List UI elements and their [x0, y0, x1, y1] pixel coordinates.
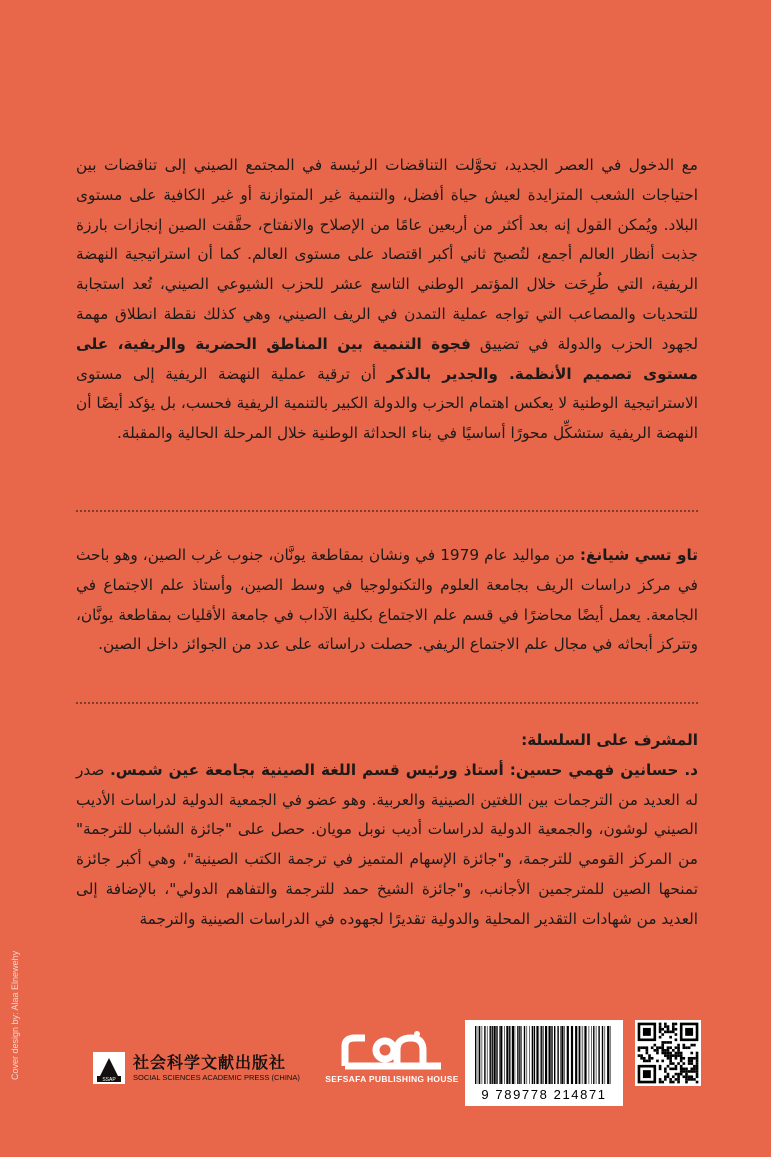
qr-module: [656, 1046, 659, 1049]
barcode-bar: [484, 1026, 485, 1084]
qr-module: [646, 1060, 649, 1063]
qr-module: [675, 1023, 678, 1026]
barcode-bar: [487, 1026, 488, 1084]
barcode-bar: [482, 1026, 483, 1084]
qr-module: [683, 1057, 686, 1060]
barcode-bar: [519, 1026, 520, 1084]
qr-module: [696, 1065, 699, 1068]
qr-module: [667, 1052, 670, 1055]
barcode-bar: [515, 1026, 516, 1084]
qr-module: [693, 1044, 696, 1047]
qr-module: [680, 1060, 683, 1063]
barcode-bar: [598, 1026, 599, 1084]
qr-module: [688, 1078, 691, 1081]
sefsafa-wordmark-icon: [337, 1030, 447, 1072]
barcode-bar: [564, 1026, 565, 1084]
qr-module: [669, 1078, 672, 1081]
sefsafa-english-name: SEFSAFA PUBLISHING HOUSE: [325, 1074, 459, 1084]
qr-module: [667, 1028, 670, 1031]
barcode-bar: [571, 1026, 573, 1084]
barcode-bar: [575, 1026, 577, 1084]
qr-module: [659, 1031, 662, 1034]
qr-module: [643, 1028, 651, 1036]
barcode-bar: [478, 1026, 479, 1084]
qr-module: [648, 1060, 651, 1063]
qr-module: [683, 1062, 686, 1065]
qr-module: [661, 1052, 664, 1055]
qr-module: [667, 1075, 670, 1078]
barcode-bar: [521, 1026, 522, 1084]
qr-module: [661, 1044, 664, 1047]
qr-module: [653, 1049, 656, 1052]
barcode-bar: [593, 1026, 594, 1084]
qr-module: [690, 1068, 693, 1071]
qr-module: [677, 1044, 680, 1047]
qr-module: [696, 1057, 699, 1060]
barcode-bar: [567, 1026, 569, 1084]
qr-module: [685, 1028, 693, 1036]
qr-module: [672, 1023, 675, 1026]
synopsis-bold: فجوة التنمية بين المناطق الحضرية والريفية، على مستوى تصميم الأنظمة. والجدير بالذكر: [76, 334, 698, 383]
qr-module: [677, 1073, 680, 1076]
ssap-chinese-name: 社会科学文献出版社: [133, 1053, 287, 1072]
qr-module: [677, 1054, 680, 1057]
qr-module: [669, 1057, 672, 1060]
qr-module: [675, 1028, 678, 1031]
qr-module: [664, 1068, 667, 1071]
qr-module: [677, 1046, 680, 1049]
synopsis-text: [76, 151, 698, 449]
qr-module: [648, 1057, 651, 1060]
qr-module: [643, 1057, 646, 1060]
qr-module: [667, 1054, 670, 1057]
supervisor-block: [76, 726, 698, 935]
qr-module: [667, 1031, 670, 1034]
qr-module: [672, 1075, 675, 1078]
qr-module: [696, 1073, 699, 1076]
qr-module: [659, 1065, 662, 1068]
qr-module: [683, 1046, 686, 1049]
qr-module: [688, 1046, 691, 1049]
qr-module: [685, 1068, 688, 1071]
qr-module: [664, 1054, 667, 1057]
qr-module: [685, 1075, 688, 1078]
qr-module: [664, 1078, 667, 1081]
qr-module: [672, 1054, 675, 1057]
barcode-bar: [536, 1026, 538, 1084]
qr-module: [693, 1070, 696, 1073]
qr-module: [664, 1031, 667, 1034]
qr-module: [664, 1052, 667, 1055]
qr-module: [696, 1054, 699, 1057]
qr-module: [675, 1038, 678, 1041]
barcode-bar: [524, 1026, 525, 1084]
qr-module: [669, 1036, 672, 1039]
barcode-bar: [561, 1026, 563, 1084]
barcode-bar: [551, 1026, 552, 1084]
barcode-bar: [591, 1026, 592, 1084]
author-name: تاو تسي شيانغ:: [579, 546, 698, 564]
qr-module: [677, 1075, 680, 1078]
qr-module: [667, 1073, 670, 1076]
qr-module: [661, 1028, 664, 1031]
barcode-bar: [479, 1026, 480, 1084]
qr-module: [675, 1057, 678, 1060]
qr-module: [656, 1049, 659, 1052]
qr-module: [680, 1073, 683, 1076]
dotted-divider: [76, 510, 698, 512]
qr-module: [659, 1078, 662, 1081]
barcode-bar: [475, 1026, 476, 1084]
qr-module: [638, 1046, 641, 1049]
barcode-bar: [496, 1026, 497, 1084]
qr-module: [667, 1049, 670, 1052]
qr-module: [661, 1049, 664, 1052]
dotted-divider: [76, 702, 698, 704]
author-block: [76, 541, 698, 660]
qr-module: [677, 1078, 680, 1081]
barcode-bar: [610, 1026, 611, 1084]
qr-module: [685, 1046, 688, 1049]
qr-module: [669, 1054, 672, 1057]
qr-module: [688, 1057, 691, 1060]
qr-code-icon: [635, 1020, 701, 1086]
qr-module: [693, 1065, 696, 1068]
qr-module: [661, 1041, 664, 1044]
qr-module: [690, 1078, 693, 1081]
barcode-bar: [500, 1026, 502, 1084]
barcode-bar: [545, 1026, 547, 1084]
qr-module: [677, 1081, 680, 1084]
qr-module: [675, 1052, 678, 1055]
qr-module: [648, 1054, 651, 1057]
barcode-bars: [473, 1026, 615, 1084]
qr-module: [693, 1068, 696, 1071]
ssap-emblem-icon: [93, 1052, 125, 1084]
synopsis-block: [76, 151, 698, 449]
synopsis-tail: أن ترقية عملية النهضة الريفية إلى مستوى الاستراتيجية الوطنية لا يعكس اهتمام الحزب والدولة الكبير بالتنمية الريفية فحسب، بل يؤكد أيضًا أن النهضة الريفية ستشكِّل محورًا أساسيًا في بناء الحداثة الوطنية خلال المرحلة الحالية والمقبلة.: [76, 364, 698, 443]
qr-module: [659, 1023, 662, 1026]
qr-module: [661, 1046, 664, 1049]
barcode-bar: [549, 1026, 551, 1084]
qr-module: [685, 1078, 688, 1081]
isbn-barcode: [465, 1020, 623, 1106]
author-bio: من مواليد عام 1979 في ونشان بمقاطعة يونَّان، جنوب غرب الصين، وهو باحث في مركز دراسات الريف بجامعة العلوم والتكنولوجيا في وسط الصين، وأستاذ علم الاجتماع في الجامعة. يعمل أيضًا محاضرًا في قسم علم الاجتماع بكلية الآداب في جامعة الأقليات بمقاطعة يونَّان، وتتركز أبحاثه في مجال علم الاجتماع الريفي. حصلت دراساته على عدد من الجوائز داخل الصين.: [76, 546, 698, 654]
barcode-bar: [532, 1026, 533, 1084]
qr-module: [680, 1070, 683, 1073]
qr-code: [635, 1020, 701, 1086]
barcode-bar: [579, 1026, 580, 1084]
qr-module: [667, 1065, 670, 1068]
qr-module: [656, 1060, 659, 1063]
qr-module: [659, 1036, 662, 1039]
barcode-bar: [540, 1026, 541, 1084]
qr-module: [653, 1044, 656, 1047]
barcode-bar: [509, 1026, 510, 1084]
qr-module: [685, 1070, 688, 1073]
qr-module: [669, 1068, 672, 1071]
qr-module: [683, 1044, 686, 1047]
barcode-bar: [517, 1026, 518, 1084]
qr-module: [688, 1062, 691, 1065]
supervisor-name: د. حسانين فهمي حسين: أستاذ ورئيس قسم اللغة الصينية بجامعة عين شمس.: [109, 760, 698, 779]
supervisor-text: [76, 756, 698, 935]
qr-module: [680, 1052, 683, 1055]
qr-module: [675, 1033, 678, 1036]
qr-module: [669, 1062, 672, 1065]
qr-module: [677, 1062, 680, 1065]
qr-module: [696, 1081, 699, 1084]
qr-module: [696, 1075, 699, 1078]
qr-module: [646, 1046, 649, 1049]
qr-module: [693, 1057, 696, 1060]
barcode-bar: [512, 1026, 514, 1084]
qr-module: [672, 1049, 675, 1052]
barcode-bar: [584, 1026, 586, 1084]
qr-module: [690, 1044, 693, 1047]
qr-module: [688, 1070, 691, 1073]
qr-module: [669, 1046, 672, 1049]
qr-module: [659, 1025, 662, 1028]
qr-module: [667, 1046, 670, 1049]
qr-module: [643, 1070, 651, 1078]
qr-module: [675, 1054, 678, 1057]
qr-module: [651, 1057, 654, 1060]
synopsis-lead: مع الدخول في العصر الجديد، تحوَّلت التناقضات الرئيسة في المجتمع الصيني إلى تناقضات بين احتياجات الشعب المتزايدة لعيش حياة أفضل، والتنمية غير المتوازنة أو غير الكافية على مستوى البلاد. ويُمكن القول إنه بعد أكثر من أربعين عامًا من الإصلاح والانفتاح، حقَّقت الصين إنجازات بارزة جذبت أنظار العالم أجمع، لتُصبح ثاني أكبر اقتصاد على مستوى العالم. كما أن استراتيجية النهضة الريفية، التي طُرِحَت خلال المؤتمر الوطني التاسع عشر للحزب الشيوعي الصيني، تُعد استجابة للتحديات والمصاعب التي تواجه عملية التمدن في الريف الصيني، وهي كذلك نقطة انطلاق مهمة لجهود الحزب والدولة في تضييق: [76, 156, 698, 353]
qr-module: [677, 1049, 680, 1052]
author-text: [76, 541, 698, 660]
qr-module: [656, 1052, 659, 1055]
qr-module: [696, 1062, 699, 1065]
barcode-bar: [529, 1026, 530, 1084]
qr-module: [677, 1052, 680, 1055]
qr-module: [669, 1060, 672, 1063]
qr-module: [664, 1070, 667, 1073]
qr-module: [661, 1033, 664, 1036]
qr-module: [643, 1046, 646, 1049]
supervisor-bio: صدر له العديد من الترجمات بين اللغتين الصينية والعربية. وهو عضو في الجمعية الدولية لدراسات الأديب الصيني لوشون، والجمعية الدولية لدراسات أديب نوبل مويان. حصل على "جائزة الشباب للترجمة" من المركز القومي للترجمة، و"جائزة الإسهام المتميز في ترجمة الكتب الصينية"، وهي أكبر جائزة تمنحها الصين للمترجمين الأجانب، و"جائزة الشيخ حمد للترجمة والتفاهم الدولي"، بالإضافة إلى العديد من شهادات التقدير المحلية والدولية تقديرًا لجهوده في الدراسات الصينية والترجمة: [76, 760, 698, 928]
barcode-bar: [541, 1026, 542, 1084]
barcode-bar: [504, 1026, 505, 1084]
qr-module: [638, 1054, 641, 1057]
ssap-mark: SSAP: [102, 1077, 116, 1083]
qr-module: [661, 1081, 664, 1084]
qr-module: [659, 1068, 662, 1071]
qr-module: [643, 1060, 646, 1063]
isbn-number: 9 789778 214871: [481, 1087, 607, 1102]
barcode-bar: [583, 1026, 584, 1084]
qr-module: [690, 1060, 693, 1063]
barcode-bar: [492, 1026, 493, 1084]
qr-module: [683, 1068, 686, 1071]
qr-module: [690, 1075, 693, 1078]
qr-module: [683, 1070, 686, 1073]
qr-module: [667, 1025, 670, 1028]
barcode-bar: [494, 1026, 496, 1084]
qr-module: [696, 1068, 699, 1071]
qr-module: [690, 1070, 693, 1073]
qr-module: [690, 1052, 693, 1055]
supervisor-heading: المشرف على السلسلة:: [521, 731, 698, 749]
qr-module: [680, 1054, 683, 1057]
qr-module: [675, 1065, 678, 1068]
qr-module: [693, 1078, 696, 1081]
qr-module: [688, 1075, 691, 1078]
barcode-bar: [506, 1026, 508, 1084]
barcode-bar: [543, 1026, 544, 1084]
barcode-bar: [557, 1026, 558, 1084]
qr-module: [664, 1049, 667, 1052]
qr-module: [690, 1062, 693, 1065]
barcode-bar: [554, 1026, 555, 1084]
barcode-bar: [602, 1026, 603, 1084]
qr-module: [685, 1073, 688, 1076]
qr-module: [667, 1041, 670, 1044]
barcode-bar: [581, 1026, 582, 1084]
qr-module: [664, 1023, 667, 1026]
barcode-bar: [490, 1026, 491, 1084]
barcode-bar: [605, 1026, 606, 1084]
ssap-english-name: SOCIAL SCIENCES ACADEMIC PRESS (CHINA): [133, 1073, 300, 1082]
qr-module: [640, 1046, 643, 1049]
qr-module: [672, 1031, 675, 1034]
qr-module: [680, 1065, 683, 1068]
qr-module: [675, 1073, 678, 1076]
barcode-bar: [534, 1026, 535, 1084]
qr-module: [672, 1062, 675, 1065]
qr-module: [659, 1028, 662, 1031]
sefsafa-logo: [322, 1030, 462, 1100]
qr-module: [672, 1081, 675, 1084]
qr-module: [685, 1081, 688, 1084]
qr-module: [669, 1031, 672, 1034]
qr-module: [683, 1075, 686, 1078]
qr-module: [675, 1078, 678, 1081]
qr-module: [672, 1068, 675, 1071]
qr-module: [675, 1068, 678, 1071]
qr-module: [659, 1046, 662, 1049]
qr-module: [690, 1057, 693, 1060]
qr-module: [669, 1041, 672, 1044]
barcode-bar: [589, 1026, 590, 1084]
barcode-bar: [499, 1026, 500, 1084]
qr-module: [640, 1057, 643, 1060]
qr-module: [664, 1041, 667, 1044]
qr-module: [688, 1060, 691, 1063]
qr-module: [675, 1046, 678, 1049]
ssap-logo: [93, 1050, 298, 1090]
barcode-bar: [607, 1026, 609, 1084]
qr-module: [672, 1028, 675, 1031]
qr-module: [696, 1070, 699, 1073]
qr-module: [661, 1060, 664, 1063]
qr-module: [664, 1025, 667, 1028]
barcode-bar: [560, 1026, 561, 1084]
qr-module: [696, 1060, 699, 1063]
cover-design-credit: Cover design by: Alaa Elnewehy: [10, 950, 20, 1080]
barcode-bar: [527, 1026, 528, 1084]
qr-module: [646, 1052, 649, 1055]
barcode-bar: [596, 1026, 597, 1084]
qr-module: [696, 1052, 699, 1055]
qr-module: [659, 1081, 662, 1084]
qr-module: [669, 1081, 672, 1084]
qr-module: [651, 1046, 654, 1049]
qr-module: [646, 1049, 649, 1052]
qr-module: [680, 1068, 683, 1071]
qr-module: [638, 1049, 641, 1052]
qr-module: [664, 1075, 667, 1078]
qr-module: [640, 1054, 643, 1057]
qr-module: [667, 1057, 670, 1060]
qr-module: [669, 1052, 672, 1055]
qr-module: [672, 1025, 675, 1028]
qr-module: [680, 1057, 683, 1060]
